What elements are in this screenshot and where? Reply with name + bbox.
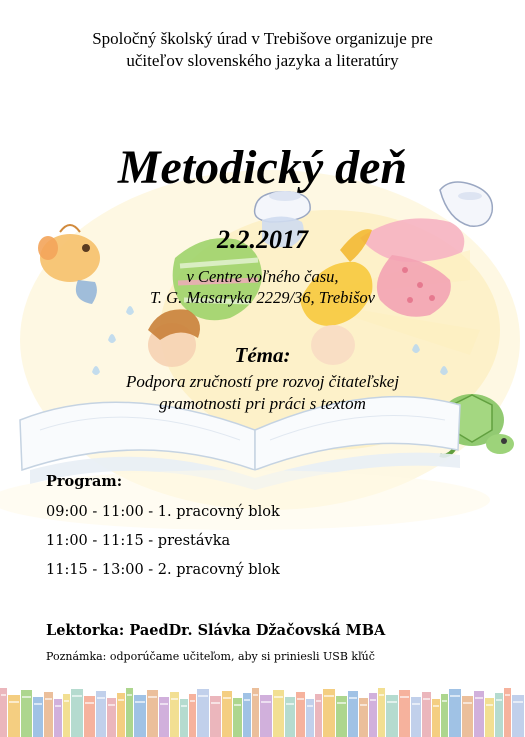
program-heading: Program: (46, 473, 123, 490)
book-spine-band (198, 695, 208, 697)
program-item: 11:00 - 11:15 - prestávka (46, 533, 231, 549)
book-spine-band (234, 704, 241, 706)
book-spine-band (475, 697, 483, 699)
note: Poznámka: odporúčame učiteľom, aby si priniesli USB kľúč (46, 650, 375, 663)
topic-heading: Téma: (234, 343, 291, 367)
book-spine-band (463, 702, 472, 704)
book-spine-band (253, 694, 258, 696)
book-spine-band (316, 700, 321, 702)
book-spine-band (85, 702, 94, 704)
page-title: Metodický deň (117, 141, 408, 194)
book-spine-band (261, 701, 271, 703)
book-spine (54, 699, 62, 737)
topic-line-2: gramotnosti pri práci s textom (159, 394, 366, 413)
book-spine-band (22, 696, 31, 698)
book-spine-band (190, 700, 195, 702)
book-spine-band (433, 705, 439, 707)
book-spine-band (442, 700, 447, 702)
book-spine-band (160, 703, 168, 705)
event-venue (0, 266, 525, 308)
book-spine-band (64, 700, 69, 702)
book-spine (359, 698, 368, 737)
program-item: 11:15 - 13:00 - 2. pracovný blok (46, 562, 280, 578)
book-spine-band (244, 699, 250, 701)
book-spine (306, 699, 314, 737)
book-spine-band (496, 699, 502, 701)
program-list (46, 502, 280, 589)
book-spine-band (513, 701, 523, 703)
book-spine-band (387, 701, 397, 703)
intro-text (0, 28, 525, 72)
book-spine-band (337, 702, 346, 704)
book-spine-band (45, 698, 52, 700)
book-spines-border (0, 684, 525, 737)
book-spine (180, 699, 188, 737)
book-spine-band (370, 699, 376, 701)
book-spine-band (505, 694, 510, 696)
book-spine-band (118, 699, 124, 701)
topic-line-1: Podpora zručností pre rozvoj čitateľskej (125, 372, 400, 391)
book-spine-band (486, 704, 493, 706)
book-spine-band (274, 696, 283, 698)
book-spine (233, 698, 242, 737)
event-date: 2.2.2017 (217, 225, 308, 254)
book-spine-band (148, 696, 157, 698)
book-spine-band (223, 697, 231, 699)
book-spine-band (127, 694, 132, 696)
program-item: 09:00 - 11:00 - 1. pracovný blok (46, 504, 280, 520)
book-spine-band (423, 698, 430, 700)
book-spine-band (135, 701, 145, 703)
book-spine-band (412, 703, 420, 705)
book-spine-band (349, 697, 357, 699)
book-spine-band (324, 695, 334, 697)
book-spine (485, 698, 494, 737)
book-spine-band (450, 695, 460, 697)
book-spine-band (1, 694, 6, 696)
book-spine-band (9, 701, 19, 703)
book-spine-band (108, 704, 115, 706)
book-spine-band (55, 705, 61, 707)
intro-line-1: Spoločný školský úrad v Trebišove organizuje pre (92, 29, 433, 48)
book-spine-band (400, 696, 409, 698)
book-spine-band (286, 703, 294, 705)
book-spine-band (34, 703, 42, 705)
venue-line-2: T. G. Masaryka 2229/36, Trebišov (149, 288, 376, 307)
book-spine-band (297, 698, 304, 700)
book-spine-band (72, 695, 82, 697)
book-spine (107, 698, 116, 737)
book-spine (432, 699, 440, 737)
book-spine-band (379, 694, 384, 696)
intro-line-2: učiteľov slovenského jazyka a literatúry (126, 51, 399, 70)
book-spine-band (307, 705, 313, 707)
book-spine-band (360, 704, 367, 706)
book-spine-band (171, 698, 178, 700)
book-spine-band (211, 702, 220, 704)
lecturer: Lektorka: PaedDr. Slávka Džačovská MBA (46, 622, 386, 639)
venue-line-1: v Centre voľného času, (186, 267, 339, 286)
book-spine-band (97, 697, 105, 699)
book-spine-band (181, 705, 187, 707)
topic-text (0, 371, 525, 415)
